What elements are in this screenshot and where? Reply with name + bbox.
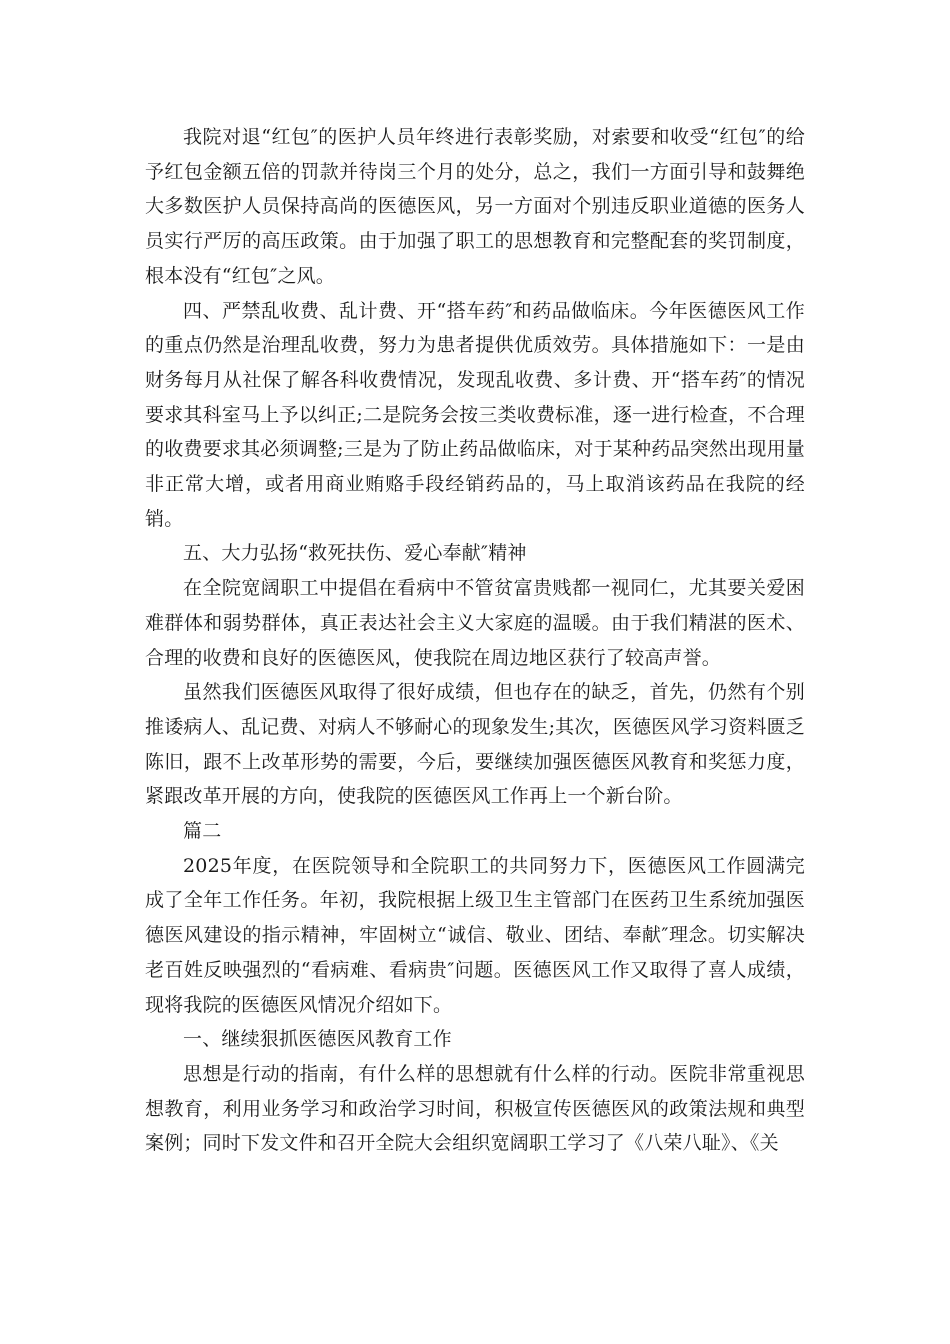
paragraph-annual-summary: 2025年度，在医院领导和全院职工的共同努力下，医德医风工作圆满完成了全年工作任务。年初，我院根据上级卫生主管部门在医药卫生系统加强医德医风建设的指示精神，牢固树立“诚信、敬业、团结、奉献″理念。切实解决老百姓反映强烈的“看病难、看病贵″问题。医德医风工作又取得了喜人成绩，现将我院的医德医风情况介绍如下。 <box>145 854 805 1016</box>
heading-part-two: 篇二 <box>183 820 222 843</box>
paragraph-shortcomings: 虽然我们医德医风取得了很好成绩，但也存在的缺乏，首先，仍然有个别推诿病人、乱记费、对病人不够耐心的现象发生;其次，医德医风学习资料匮乏陈旧，跟不上改革形势的需要，今后，要继续加强医德医风教育和奖惩力度，紧跟改革开展的方向，使我院的医德医风工作再上一个新台阶。 <box>145 681 805 808</box>
paragraph-section-four: 四、严禁乱收费、乱计费、开“搭车药″和药品做临床。今年医德医风工作的重点仍然是治理乱收费，努力为患者提供优质效劳。具体措施如下：一是由财务每月从社保了解各科收费情况，发现乱收费、多计费、开“搭车药″的情况要求其科室马上予以纠正;二是院务会按三类收费标准，逐一进行检查，不合理的收费要求其必须调整;三是为了防止药品做临床，对于某种药品突然出现用量非正常大增，或者用商业贿赂手段经销药品的，马上取消该药品在我院的经销。 <box>145 299 805 530</box>
paragraph-thought-education: 思想是行动的指南，有什么样的思想就有什么样的行动。医院非常重视思想教育，利用业务学习和政治学习时间，积极宣传医德医风的政策法规和典型案例；同时下发文件和召开全院大会组织宽阔职工学习了《八荣八耻》、《关 <box>145 1062 805 1155</box>
paragraph-red-envelope-reward: 我院对退“红包″的医护人员年终进行表彰奖励，对索要和收受“红包″的给予红包金额五倍的罚款并待岗三个月的处分，总之，我们一方面引导和鼓舞绝大多数医护人员保持高尚的医德医风，另一方面对个别违反职业道德的医务人员实行严厉的高压政策。由于加强了职工的思想教育和完整配套的奖罚制度，根本没有“红包″之风。 <box>145 126 805 287</box>
paragraph-equal-treatment: 在全院宽阔职工中提倡在看病中不管贫富贵贱都一视同仁，尤其要关爱困难群体和弱势群体，真正表达社会主义大家庭的温暖。由于我们精湛的医术、合理的收费和良好的医德医风，使我院在周边地区获行了较高声誉。 <box>145 577 805 669</box>
heading-section-one: 一、继续狠抓医德医风教育工作 <box>183 1028 452 1051</box>
heading-section-five: 五、大力弘扬“救死扶伤、爱心奉献″精神 <box>183 542 527 565</box>
document-body <box>145 120 805 1161</box>
